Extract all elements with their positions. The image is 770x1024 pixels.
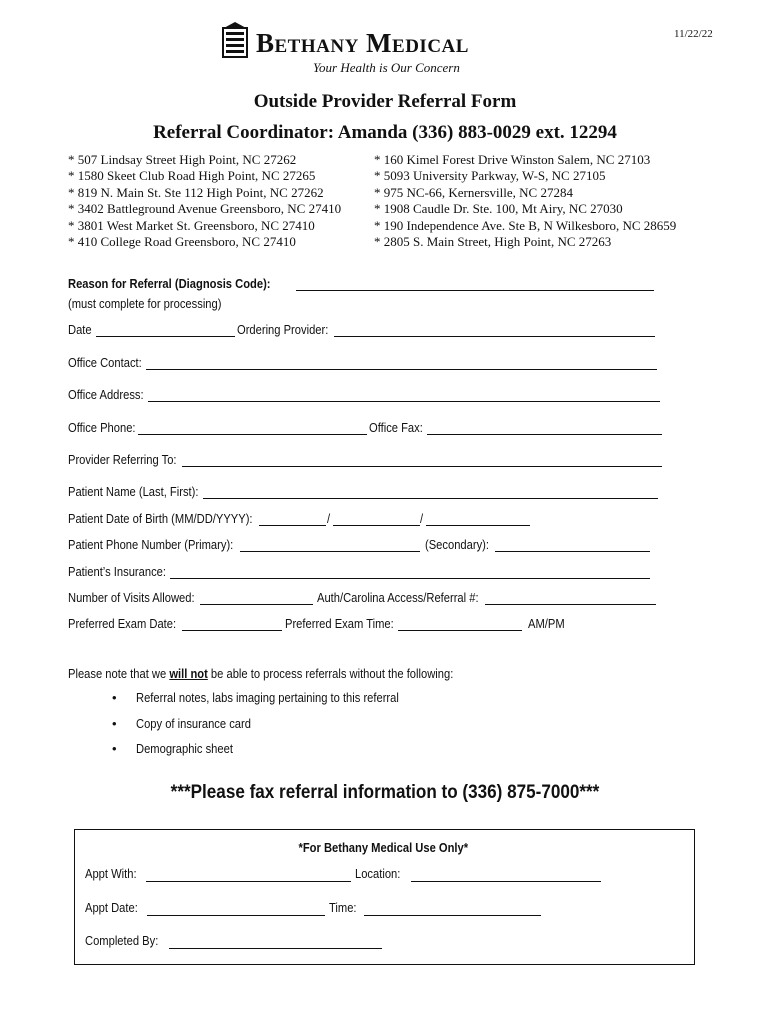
phone-secondary-field[interactable] xyxy=(495,551,650,552)
ampm-label: AM/PM xyxy=(528,616,565,631)
office-address-label: Office Address: xyxy=(68,387,144,402)
appt-date-field[interactable] xyxy=(147,915,325,916)
insurance-label: Patient’s Insurance: xyxy=(68,564,166,579)
notes-intro-text: be able to process referrals without the following: xyxy=(207,666,454,681)
dob-day-field[interactable] xyxy=(333,525,420,526)
address-item: * 819 N. Main St. Ste 112 High Point, NC 27262 xyxy=(68,184,324,200)
address-item: * 410 College Road Greensboro, NC 27410 xyxy=(68,234,296,250)
provider-referring-label: Provider Referring To: xyxy=(68,452,177,467)
insurance-field[interactable] xyxy=(170,578,650,579)
notes-intro-text: Please note that we xyxy=(68,666,170,681)
dob-month-field[interactable] xyxy=(259,525,326,526)
completed-by-label: Completed By: xyxy=(85,933,159,948)
office-phone-label: Office Phone: xyxy=(68,420,136,435)
phone-secondary-label: (Secondary): xyxy=(425,537,490,552)
notes-intro-emphasis: will not xyxy=(169,666,208,681)
location-field[interactable] xyxy=(411,881,601,882)
address-item: * 3402 Battleground Avenue Greensboro, NC 27410 xyxy=(68,201,342,217)
address-item: * 190 Independence Ave. Ste B, N Wilkesboro, NC 28659 xyxy=(374,217,677,233)
dob-separator: / xyxy=(420,511,424,526)
address-item: * 160 Kimel Forest Drive Winston Salem, NC 27103 xyxy=(374,152,651,167)
office-contact-field[interactable] xyxy=(146,369,657,370)
exam-date-label: Preferred Exam Date: xyxy=(68,616,177,631)
provider-referring-field[interactable] xyxy=(182,466,662,467)
address-item: * 507 Lindsay Street High Point, NC 27262 xyxy=(68,152,297,167)
referral-coordinator: Referral Coordinator: Amanda (336) 883-0029 ext. 12294 xyxy=(153,122,617,143)
list-item: Demographic sheet xyxy=(136,741,233,756)
address-item: * 2805 S. Main Street, High Point, NC 27263 xyxy=(374,234,612,250)
appt-with-field[interactable] xyxy=(146,881,351,882)
bullet-icon: • xyxy=(112,741,117,756)
office-contact-label: Office Contact: xyxy=(68,355,142,370)
patient-name-label: Patient Name (Last, First): xyxy=(68,484,199,499)
office-use-title: *For Bethany Medical Use Only* xyxy=(298,840,469,855)
page-title: Outside Provider Referral Form xyxy=(253,91,517,112)
address-item: * 975 NC-66, Kernersville, NC 27284 xyxy=(374,184,573,200)
location-label: Location: xyxy=(355,866,401,881)
reason-label: Reason for Referral (Diagnosis Code): xyxy=(68,276,271,291)
logo-name: Bethany Medical xyxy=(256,28,469,58)
address-item: * 1580 Skeet Club Road High Point, NC 27265 xyxy=(68,168,316,184)
date-label: Date xyxy=(68,322,92,337)
form-date: 11/22/22 xyxy=(674,28,713,40)
fax-banner: ***Please fax referral information to (336) 875-7000*** xyxy=(170,782,600,803)
reason-note: (must complete for processing) xyxy=(68,296,222,311)
dob-separator: / xyxy=(327,511,331,526)
visits-label: Number of Visits Allowed: xyxy=(68,590,195,605)
date-field[interactable] xyxy=(96,336,235,337)
list-item: Referral notes, labs imaging pertaining to this referral xyxy=(136,690,399,705)
address-list-left xyxy=(68,152,341,250)
notes-intro xyxy=(68,666,453,681)
auth-field[interactable] xyxy=(485,604,656,605)
exam-time-field[interactable] xyxy=(398,630,522,631)
patient-name-field[interactable] xyxy=(203,498,658,499)
time-label: Time: xyxy=(329,900,357,915)
office-address-field[interactable] xyxy=(148,401,660,402)
exam-time-label: Preferred Exam Time: xyxy=(285,616,394,631)
time-field[interactable] xyxy=(364,915,541,916)
office-fax-label: Office Fax: xyxy=(369,420,423,435)
address-list-right xyxy=(374,152,676,250)
list-item: Copy of insurance card xyxy=(136,716,251,731)
dob-year-field[interactable] xyxy=(426,525,530,526)
appt-with-label: Appt With: xyxy=(85,866,137,881)
logo-tagline: Your Health is Our Concern xyxy=(313,60,460,75)
phone-primary-field[interactable] xyxy=(240,551,420,552)
dob-label: Patient Date of Birth (MM/DD/YYYY): xyxy=(68,511,253,526)
reason-field[interactable] xyxy=(296,290,654,291)
office-fax-field[interactable] xyxy=(427,434,662,435)
completed-by-field[interactable] xyxy=(169,948,382,949)
auth-label: Auth/Carolina Access/Referral #: xyxy=(317,590,479,605)
bullet-icon: • xyxy=(112,716,117,731)
ordering-provider-field[interactable] xyxy=(334,336,655,337)
exam-date-field[interactable] xyxy=(182,630,282,631)
phone-primary-label: Patient Phone Number (Primary): xyxy=(68,537,234,552)
address-item: * 5093 University Parkway, W-S, NC 27105 xyxy=(374,168,606,184)
office-phone-field[interactable] xyxy=(138,434,367,435)
building-icon xyxy=(222,22,248,58)
bullet-icon: • xyxy=(112,690,117,705)
address-item: * 3801 West Market St. Greensboro, NC 27410 xyxy=(68,217,315,233)
ordering-provider-label: Ordering Provider: xyxy=(237,322,329,337)
appt-date-label: Appt Date: xyxy=(85,900,138,915)
visits-field[interactable] xyxy=(200,604,313,605)
office-use-box xyxy=(74,829,695,965)
address-item: * 1908 Caudle Dr. Ste. 100, Mt Airy, NC 27030 xyxy=(374,201,623,217)
